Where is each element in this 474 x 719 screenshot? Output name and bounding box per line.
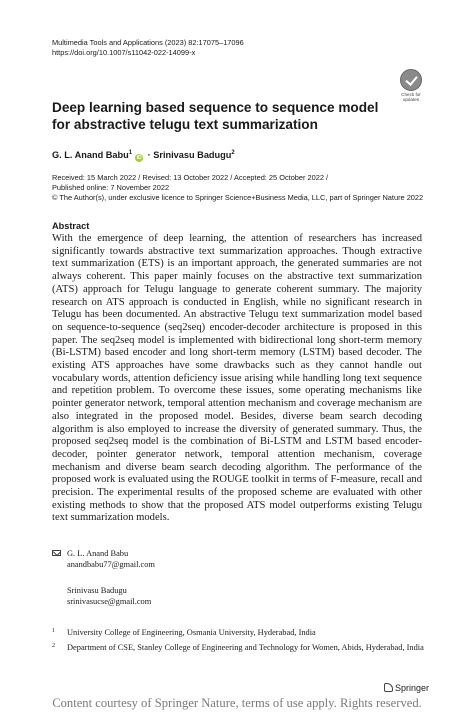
author-name[interactable]: Srinivasu Badugu [153, 150, 232, 161]
affiliation-item: 1 University College of Engineering, Osmania University, Hyderabad, India [52, 628, 316, 637]
published-online: Published online: 7 November 2022 [52, 183, 170, 192]
abstract-heading: Abstract [52, 221, 90, 231]
springer-horse-icon [384, 683, 393, 692]
author-name[interactable]: G. L. Anand Babu [52, 150, 129, 161]
author-separator: · [147, 150, 151, 161]
affiliation-sup: 1 [128, 150, 133, 156]
doi-link[interactable]: https://doi.org/10.1007/s11042-022-14099-x [52, 47, 196, 57]
affiliation-sup: 2 [231, 150, 235, 156]
paper-title: Deep learning based sequence to sequence model for abstractive telugu text summarization [52, 100, 379, 132]
history-dates: Received: 15 March 2022 / Revised: 13 October 2022 / Accepted: 25 October 2022 / [52, 173, 329, 182]
affiliation-list [52, 628, 432, 657]
author-list [52, 150, 235, 162]
mail-icon [52, 550, 61, 556]
copyright-notice: © The Author(s), under exclusive licence to Springer Science+Business Media, LLC, part of Springer Nature 2022 [52, 193, 424, 202]
springer-logo: Springer [384, 683, 429, 693]
contact-email[interactable]: anandbabu77@gmail.com [67, 560, 155, 569]
check-icon [400, 69, 422, 91]
contact-name: G. L. Anand Babu [67, 549, 129, 558]
affiliation-item: 2 Department of CSE, Stanley College of Engineering and Technology for Women, Abids, Hyderabad, India [52, 642, 424, 652]
contact-email[interactable]: srinivasucse@gmail.com [67, 597, 152, 606]
contact-name: Srinivasu Badugu [67, 586, 127, 595]
journal-citation: Multimedia Tools and Applications (2023) 82:17075–17096 [52, 38, 244, 47]
orcid-icon[interactable]: iD [136, 155, 142, 162]
abstract-text: With the emergence of deep learning, the attention of researchers has increased significantly towards abstractive text summarization approaches. Though extractive text summarization (ETS) is an important approach, the generated summaries are not always coherent. This paper mainly focuses on the abstractive text summarization (ATS) approach for Telugu language to generate coherent summary. The majority research on ATS approach is conducted in English, while no significant research in Telugu has been documented. An abstractive Telugu text summarization model based on sequence-to-sequence (seq2seq) encoder-decoder architecture is proposed in this paper. The seq2seq model is implemented with bidirectional long short-term memory (Bi-LSTM) based encoder and long short-term memory (LSTM) based decoder. The existing ATS approaches have some drawbacks such as they cannot handle out vocabulary words, attention deficiency issue arising while handling long text sequence and repetition problem. To overcome these issues, some operating mechanisms like pointer generator network, temporal attention mechanism and coverage mechanism are also integrated in the proposed model. Besides, diverse beam search decoding algorithm is also employed to increase the diversity of generated summary. Thus, the proposed seq2seq model is the combination of Bi-LSTM and LSTM based encoder-decoder, pointer generator network, temporal attention mechanism, coverage mechanism and diverse beam search decoding algorithm. The performance of the proposed work is evaluated using the ROUGE toolkit in terms of F-measure, recall and precision. The experimental results of the proposed scheme are evaluated with other existing methods to show that the proposed ATS model outperforms existing Telugu text summarization models. [52, 233, 422, 524]
publication-history [52, 173, 423, 203]
check-for-updates-badge[interactable]: Check for updates [395, 69, 427, 103]
courtesy-watermark: Content courtesy of Springer Nature, terms of use apply. Rights reserved. [52, 696, 422, 710]
journal-header [52, 38, 244, 57]
